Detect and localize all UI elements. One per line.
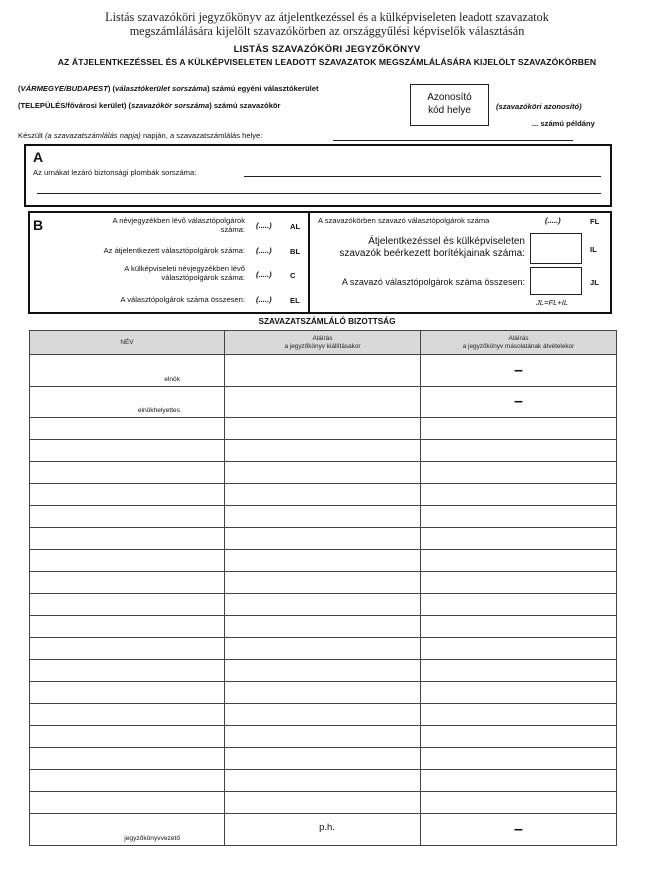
header-line: Aláírás [508,335,529,342]
copy-signature-cell[interactable] [421,616,617,638]
header-line: a jegyzőkönyv kiállításakor [284,342,361,350]
count-location-field[interactable] [333,140,573,141]
voters-in-register-label [54,216,245,234]
signature-cell[interactable] [225,550,421,572]
signature-cell[interactable] [225,462,421,484]
signature-cell[interactable] [225,440,421,462]
copy-signature-cell[interactable] [421,506,617,528]
transferred-voters-value[interactable]: (.....) [256,246,272,255]
table-row [30,355,617,387]
county-placeholder: VÁRMEGYE/BUDAPEST [20,84,108,93]
copy-signature-cell[interactable] [421,462,617,484]
label-line: A külképviseleti névjegyzékben lévő [124,264,245,273]
signature-cell[interactable] [225,355,421,387]
table-row [30,726,617,748]
signature-cell[interactable] [225,418,421,440]
total-voted-input-box[interactable] [530,267,582,295]
signature-cell[interactable] [225,748,421,770]
name-cell[interactable] [30,550,225,572]
copy-signature-cell[interactable] [421,682,617,704]
form-heading [0,10,654,38]
table-row [30,528,617,550]
district-line-part: ) számú egyéni választókerület [207,84,319,93]
name-cell[interactable] [30,660,225,682]
table-row [30,704,617,726]
copy-signature-dash: – [421,355,617,387]
transferred-voters-label: Az átjelentkezett választópolgárok száma: [103,246,245,255]
made-date-placeholder: (a szavazatszámlálás napja) [45,131,141,140]
name-cell[interactable] [30,792,225,814]
made-text: napján, a szavazatszámlálás helye: [140,131,263,140]
signature-cell[interactable] [225,770,421,792]
district-number-placeholder: választókerület sorszáma [115,84,208,93]
made-text: Készült [18,131,46,140]
label-line: választópolgárok száma: [161,273,245,282]
station-line-part: ) számú szavazókör [209,101,281,110]
section-a-letter: A [33,149,44,165]
form-heading-line1: Listás szavazóköri jegyzőkönyv az átjelentkezéssel és a külképviseleten leadott szavazatok [105,10,549,24]
section-b-divider [308,211,310,314]
code-al: AL [290,222,301,231]
consular-voters-value[interactable]: (.....) [256,270,272,279]
col-sig-issue-header [225,331,421,355]
table-row [30,792,617,814]
table-row [30,387,617,418]
copy-signature-cell[interactable] [421,572,617,594]
copy-signature-cell[interactable] [421,440,617,462]
label-line: Átjelentkezéssel és külképviseleten [368,236,525,247]
signature-cell[interactable] [225,660,421,682]
copy-signature-cell[interactable] [421,726,617,748]
signature-cell[interactable] [225,638,421,660]
name-cell[interactable] [30,638,225,660]
committee-header-row [30,331,617,355]
chair-name-cell[interactable]: elnök [30,355,225,387]
table-row [30,594,617,616]
vice-chair-name-cell[interactable]: elnökhelyettes [30,387,225,418]
table-row [30,440,617,462]
voted-in-station-label: A szavazókörben szavazó választópolgárok száma [318,216,490,225]
name-cell[interactable] [30,594,225,616]
district-line [18,84,318,93]
form-heading-line2: megszámlálására kijelölt szavazókörben az országgyűlési képviselők választásán [129,24,525,38]
table-row [30,572,617,594]
formula-text: JL=FL+IL [536,298,569,307]
id-code-box[interactable] [410,84,489,126]
document-title: LISTÁS SZAVAZÓKÖRI JEGYZŐKÖNYV [233,44,421,55]
label-line: száma: [220,225,245,234]
header-line: a jegyzőkönyv másolatának átvételekor [462,342,575,350]
name-cell[interactable] [30,572,225,594]
signature-cell[interactable] [225,594,421,616]
signature-cell[interactable] [225,528,421,550]
seal-numbers-label: Az urnákat lezáró biztonsági plombák sorszáma: [33,168,197,177]
total-voters-label: A választópolgárok száma összesen: [120,295,245,304]
name-cell[interactable] [30,770,225,792]
label-line: A névjegyzékben lévő választópolgárok [112,216,245,225]
consular-voters-label [54,264,245,282]
copy-number-label: ... számú példány [532,119,595,128]
col-name-header: NÉV [30,331,225,355]
envelopes-input-box[interactable] [530,233,582,264]
copy-signature-cell[interactable] [421,704,617,726]
copy-signature-cell[interactable] [421,770,617,792]
copy-signature-cell[interactable] [421,594,617,616]
table-row [30,682,617,704]
name-cell[interactable] [30,462,225,484]
district-line-part: ( [18,84,21,93]
copy-signature-cell[interactable] [421,550,617,572]
copy-signature-cell[interactable] [421,528,617,550]
envelopes-label [312,236,525,260]
document-subtitle: AZ ÁTJELENTKEZÉSSEL ÉS A KÜLKÉPVISELETEN LEADOTT SZAVAZATOK MEGSZÁMLÁLÁSÁRA KIJELÖLT SZAVAZÓKÖRBEN [57,57,597,67]
table-row [30,748,617,770]
seal-numbers-field[interactable] [244,176,601,177]
stamp-place-label: p.h. [319,822,335,833]
signature-cell[interactable] [225,572,421,594]
table-row [30,616,617,638]
signature-cell[interactable] [225,704,421,726]
name-cell[interactable] [30,418,225,440]
district-line-part: ) ( [107,84,116,93]
col-sig-copy-header [421,331,617,355]
station-number-placeholder: szavazókör sorszáma [131,101,210,110]
name-cell[interactable] [30,682,225,704]
id-code-label-2: kód helye [428,105,471,116]
made-line [18,131,262,140]
seal-numbers-field-2[interactable] [37,193,601,194]
name-cell[interactable] [30,726,225,748]
signature-cell[interactable] [225,682,421,704]
station-line-part: (TELEPÜLÉS/fővárosi kerület) ( [18,101,132,110]
table-row [30,770,617,792]
copy-signature-cell[interactable] [421,484,617,506]
name-cell[interactable] [30,506,225,528]
code-il: IL [590,245,597,254]
code-fl: FL [590,217,600,226]
code-jl: JL [590,278,599,287]
table-row [30,462,617,484]
id-code-label-1: Azonosító [427,92,472,103]
name-cell[interactable] [30,528,225,550]
name-cell[interactable] [30,440,225,462]
table-row [30,638,617,660]
code-bl: BL [290,247,301,256]
table-row [30,418,617,440]
total-voted-label: A szavazó választópolgárok száma összesen: [341,277,525,287]
signature-cell[interactable] [225,506,421,528]
copy-signature-cell[interactable] [421,792,617,814]
station-id-label: (szavazóköri azonosító) [496,102,582,111]
table-row [30,484,617,506]
signature-cell[interactable] [225,792,421,814]
copy-signature-cell[interactable] [421,660,617,682]
voted-in-station-value[interactable]: (.....) [545,216,561,225]
signature-cell[interactable] [225,616,421,638]
label-line: szavazók beérkezett borítékjainak száma: [339,248,525,259]
header-line: Aláírás [312,335,333,342]
section-b-letter: B [33,217,44,233]
signature-cell[interactable] [225,387,421,418]
copy-signature-cell[interactable] [421,418,617,440]
copy-signature-cell[interactable] [421,638,617,660]
table-row [30,660,617,682]
committee-title: SZAVAZATSZÁMLÁLÓ BIZOTTSÁG [258,317,396,326]
station-line [18,101,281,110]
name-cell[interactable] [30,616,225,638]
table-row [30,550,617,572]
clerk-name-cell[interactable]: jegyzőkönyvvezető [30,814,225,846]
copy-signature-cell[interactable] [421,748,617,770]
signature-cell[interactable] [225,484,421,506]
name-cell[interactable] [30,704,225,726]
code-c: C [290,271,296,280]
copy-signature-dash: – [421,814,617,846]
name-cell[interactable] [30,484,225,506]
voters-in-register-value[interactable]: (.....) [256,221,272,230]
name-cell[interactable] [30,748,225,770]
table-row [30,506,617,528]
code-el: EL [290,296,300,305]
total-voters-value[interactable]: (.....) [256,295,272,304]
committee-table [29,330,617,846]
signature-cell[interactable] [225,726,421,748]
copy-signature-dash: – [421,387,617,418]
